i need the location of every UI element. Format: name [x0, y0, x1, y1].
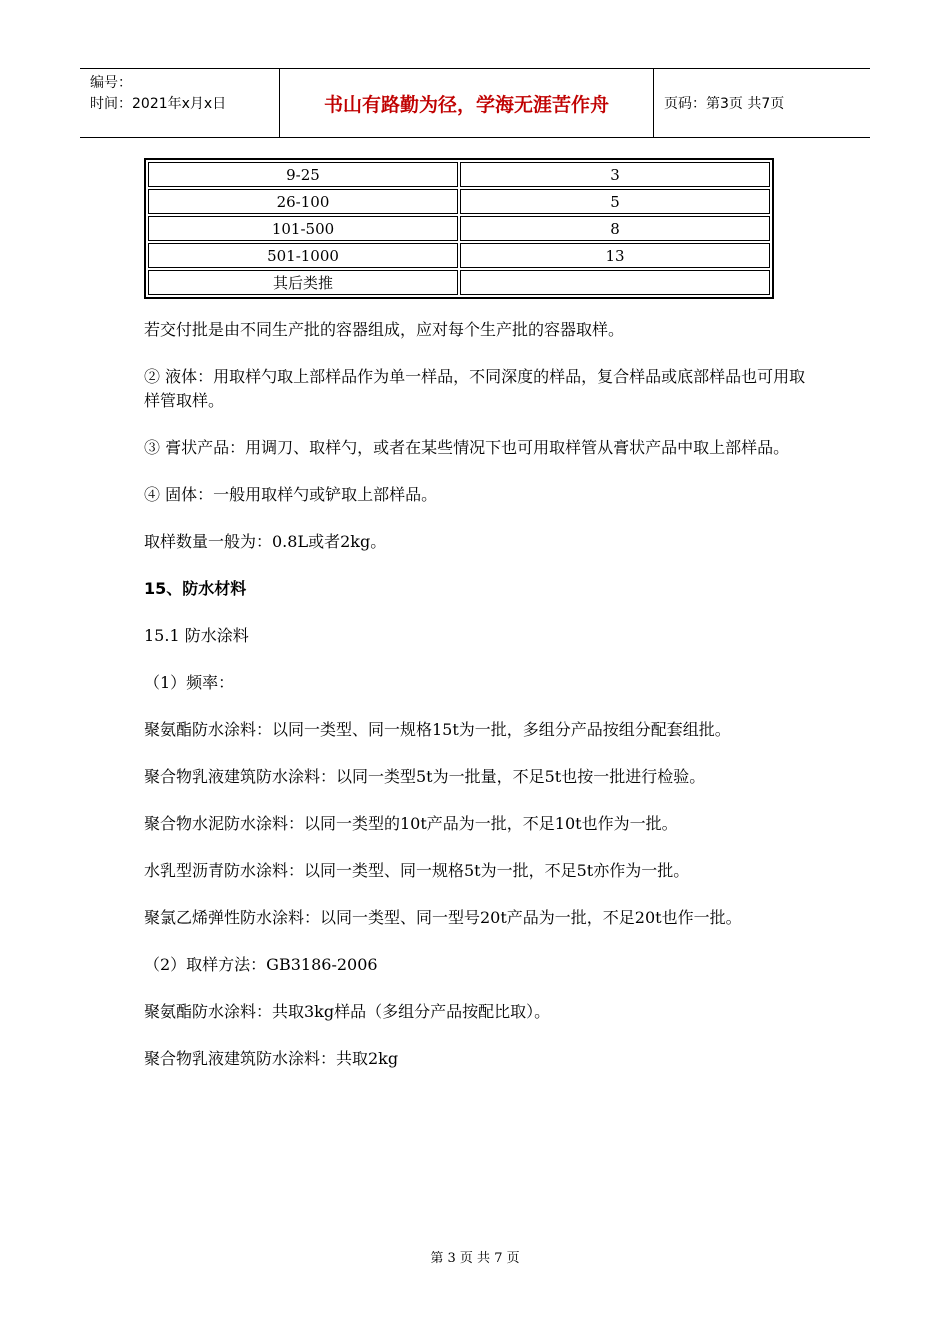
- document-header: [80, 68, 870, 138]
- paragraph: 聚氨酯防水涂料：共取3kg样品（多组分产品按配比取）。: [144, 1002, 551, 1021]
- table-row: [148, 270, 770, 295]
- paragraph: ③ 膏状产品：用调刀、取样勺，或者在某些情况下也可用取样管从膏状产品中取上部样品。: [144, 438, 790, 457]
- paragraph: 取样数量一般为：0.8L或者2kg。: [144, 532, 387, 551]
- header-time: 时间：2021年x月x日: [90, 96, 227, 112]
- paragraph: 若交付批是由不同生产批的容器组成，应对每个生产批的容器取样。: [144, 320, 625, 339]
- paragraph: 聚氯乙烯弹性防水涂料：以同一类型、同一型号20t产品为一批，不足20t也作一批。: [144, 908, 742, 927]
- table-cell: 8: [460, 216, 770, 241]
- paragraph: 聚合物乳液建筑防水涂料：以同一类型5t为一批量，不足5t也按一批进行检验。: [144, 767, 706, 786]
- body-content: [144, 318, 809, 1094]
- table-cell: 13: [460, 243, 770, 268]
- paragraph: 聚氨酯防水涂料：以同一类型、同一规格15t为一批，多组分产品按组分配套组批。: [144, 720, 731, 739]
- subsection-heading: 15.1 防水涂料: [144, 626, 249, 645]
- paragraph: ② 液体：用取样勺取上部样品作为单一样品，不同深度的样品，复合样品或底部样品也可用取样管取样。: [144, 367, 806, 410]
- table-row: [148, 216, 770, 241]
- table-row: [148, 162, 770, 187]
- page-footer: 第 3 页 共 7 页: [430, 1251, 520, 1266]
- table-row: [148, 189, 770, 214]
- paragraph: （1）频率：: [144, 673, 235, 692]
- table-cell: 3: [460, 162, 770, 187]
- table-row: [148, 243, 770, 268]
- table-cell: 9-25: [148, 162, 458, 187]
- table-cell: 501-1000: [148, 243, 458, 268]
- table-cell: 其后类推: [148, 270, 458, 295]
- paragraph: 聚合物乳液建筑防水涂料：共取2kg: [144, 1049, 399, 1068]
- paragraph: （2）取样方法：GB3186-2006: [144, 955, 378, 974]
- paragraph: 水乳型沥青防水涂料：以同一类型、同一规格5t为一批，不足5t亦作为一批。: [144, 861, 690, 880]
- header-meta: [80, 69, 280, 137]
- header-motto: 书山有路勤为径，学海无涯苦作舟: [280, 69, 654, 137]
- paragraph: 聚合物水泥防水涂料：以同一类型的10t产品为一批，不足10t也作为一批。: [144, 814, 678, 833]
- table-cell: [460, 270, 770, 295]
- table-cell: 26-100: [148, 189, 458, 214]
- section-heading: 15、防水材料: [144, 579, 247, 598]
- table-cell: 101-500: [148, 216, 458, 241]
- header-page-info: 页码：第3页 共7页: [664, 96, 785, 112]
- paragraph: ④ 固体：一般用取样勺或铲取上部样品。: [144, 485, 438, 504]
- sampling-ratio-table: [144, 158, 774, 299]
- header-number: 编号：: [90, 75, 132, 91]
- table-cell: 5: [460, 189, 770, 214]
